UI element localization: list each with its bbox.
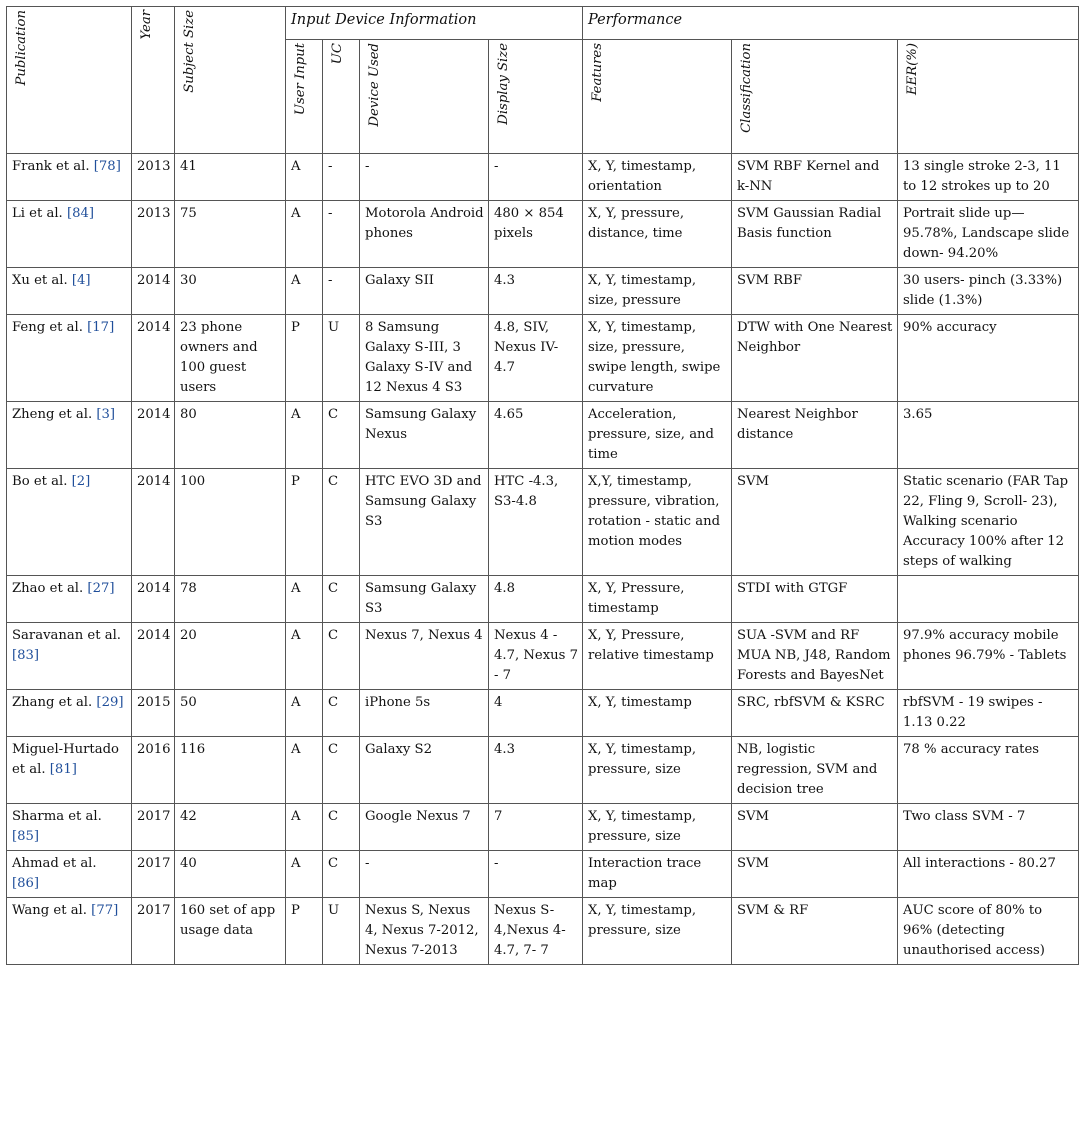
cell-display: 4.3 (489, 268, 583, 315)
cell-classification: SVM & RF (732, 898, 898, 965)
table-row (7, 315, 1079, 402)
header-subject-size: Subject Size (175, 7, 286, 154)
cell-uc: U (323, 898, 360, 965)
publication-author: Miguel-Hurtado et al. (12, 742, 119, 777)
publication-author: Wang et al. (12, 903, 87, 918)
header-input-device-information: Input Device Information (286, 7, 583, 40)
cell-user-input: A (286, 154, 323, 201)
cell-display: - (489, 851, 583, 898)
cell-display: 4.8, SIV, Nexus IV- 4.7 (489, 315, 583, 402)
citation-link[interactable]: [84] (66, 206, 95, 221)
publication-author: Feng et al. (12, 320, 83, 335)
cell-uc: U (323, 315, 360, 402)
cell-user-input: A (286, 576, 323, 623)
cell-uc: C (323, 690, 360, 737)
cell-classification: SVM RBF Kernel and k-NN (732, 154, 898, 201)
table-row (7, 898, 1079, 965)
publication-author: Ahmad et al. (12, 856, 97, 871)
cell-subject: 23 phone owners and 100 guest users (175, 315, 286, 402)
cell-eer: Static scenario (FAR Tap 22, Fling 9, Scroll- 23), Walking scenario Accuracy 100% after 12 steps of walking (898, 469, 1079, 576)
cell-publication (7, 154, 132, 201)
citation-link[interactable]: [27] (87, 581, 115, 596)
cell-user-input: A (286, 737, 323, 804)
cell-year: 2013 (132, 201, 175, 268)
publication-author: Saravanan et al. (12, 628, 121, 643)
cell-subject: 160 set of app usage data (175, 898, 286, 965)
cell-user-input: A (286, 690, 323, 737)
cell-eer: AUC score of 80% to 96% (detecting unauthorised access) (898, 898, 1079, 965)
cell-uc: C (323, 623, 360, 690)
cell-eer: 78 % accuracy rates (898, 737, 1079, 804)
cell-device: Nexus S, Nexus 4, Nexus 7-2012, Nexus 7-2013 (360, 898, 489, 965)
cell-year: 2014 (132, 576, 175, 623)
cell-year: 2015 (132, 690, 175, 737)
cell-uc: - (323, 154, 360, 201)
cell-subject: 20 (175, 623, 286, 690)
cell-user-input: P (286, 469, 323, 576)
cell-device: Galaxy S2 (360, 737, 489, 804)
cell-device: Galaxy SII (360, 268, 489, 315)
cell-user-input: A (286, 201, 323, 268)
citation-link[interactable]: [81] (49, 762, 77, 777)
cell-eer: 97.9% accuracy mobile phones 96.79% - Tablets (898, 623, 1079, 690)
cell-publication (7, 402, 132, 469)
cell-subject: 80 (175, 402, 286, 469)
cell-publication (7, 804, 132, 851)
cell-classification: SRC, rbfSVM & KSRC (732, 690, 898, 737)
citation-link[interactable]: [77] (91, 903, 119, 918)
table-row (7, 576, 1079, 623)
cell-display: 7 (489, 804, 583, 851)
cell-classification: SVM Gaussian Radial Basis function (732, 201, 898, 268)
cell-year: 2014 (132, 402, 175, 469)
cell-display: 480 × 854 pixels (489, 201, 583, 268)
header-user-input: User Input (286, 40, 323, 154)
cell-eer: 30 users- pinch (3.33%) slide (1.3%) (898, 268, 1079, 315)
header-performance: Performance (583, 7, 1079, 40)
cell-publication (7, 690, 132, 737)
cell-year: 2017 (132, 851, 175, 898)
citation-link[interactable]: [3] (96, 407, 116, 422)
cell-eer: rbfSVM - 19 swipes - 1.13 0.22 (898, 690, 1079, 737)
cell-features: X, Y, timestamp, size, pressure (583, 268, 732, 315)
cell-subject: 40 (175, 851, 286, 898)
cell-uc: C (323, 851, 360, 898)
cell-device: 8 Samsung Galaxy S-III, 3 Galaxy S-IV and 12 Nexus 4 S3 (360, 315, 489, 402)
cell-publication (7, 268, 132, 315)
cell-eer: Two class SVM - 7 (898, 804, 1079, 851)
cell-user-input: A (286, 402, 323, 469)
cell-display: 4.3 (489, 737, 583, 804)
cell-classification: SVM RBF (732, 268, 898, 315)
table-row (7, 154, 1079, 201)
cell-user-input: P (286, 315, 323, 402)
cell-eer: Portrait slide up—95.78%, Landscape slide down- 94.20% (898, 201, 1079, 268)
cell-year: 2017 (132, 804, 175, 851)
table-row (7, 737, 1079, 804)
cell-device: - (360, 154, 489, 201)
cell-classification: SVM (732, 851, 898, 898)
cell-features: Interaction trace map (583, 851, 732, 898)
cell-year: 2014 (132, 268, 175, 315)
cell-features: X, Y, timestamp, pressure, size (583, 898, 732, 965)
cell-publication (7, 851, 132, 898)
cell-user-input: A (286, 623, 323, 690)
cell-features: X,Y, timestamp, pressure, vibration, rotation - static and motion modes (583, 469, 732, 576)
cell-subject: 116 (175, 737, 286, 804)
cell-features: X, Y, timestamp, pressure, size (583, 804, 732, 851)
cell-device: Samsung Galaxy Nexus (360, 402, 489, 469)
citation-link[interactable]: [78] (93, 159, 121, 174)
cell-classification: SVM (732, 804, 898, 851)
citation-link[interactable]: [17] (87, 320, 115, 335)
table-row (7, 804, 1079, 851)
citation-link[interactable]: [4] (71, 273, 91, 288)
header-features: Features (583, 40, 732, 154)
cell-uc: C (323, 469, 360, 576)
cell-subject: 78 (175, 576, 286, 623)
cell-uc: C (323, 804, 360, 851)
cell-eer: 13 single stroke 2-3, 11 to 12 strokes up to 20 (898, 154, 1079, 201)
cell-publication (7, 737, 132, 804)
citation-link[interactable]: [2] (71, 474, 91, 489)
header-uc: UC (323, 40, 360, 154)
cell-device: HTC EVO 3D and Samsung Galaxy S3 (360, 469, 489, 576)
publication-author: Frank et al. (12, 159, 90, 174)
cell-uc: - (323, 268, 360, 315)
citation-link[interactable]: [83] (12, 648, 40, 663)
cell-user-input: A (286, 804, 323, 851)
cell-display: Nexus S-4,Nexus 4-4.7, 7- 7 (489, 898, 583, 965)
table-row (7, 469, 1079, 576)
cell-year: 2016 (132, 737, 175, 804)
header-device-used: Device Used (360, 40, 489, 154)
cell-subject: 30 (175, 268, 286, 315)
citation-link[interactable]: [86] (12, 876, 40, 891)
cell-features: X, Y, pressure, distance, time (583, 201, 732, 268)
comparison-table (6, 6, 1079, 965)
cell-year: 2013 (132, 154, 175, 201)
cell-user-input: P (286, 898, 323, 965)
publication-author: Zheng et al. (12, 407, 93, 422)
cell-publication (7, 315, 132, 402)
publication-author: Zhang et al. (12, 695, 93, 710)
cell-publication (7, 623, 132, 690)
cell-display: HTC -4.3, S3-4.8 (489, 469, 583, 576)
cell-subject: 100 (175, 469, 286, 576)
cell-features: X, Y, timestamp, orientation (583, 154, 732, 201)
cell-features: X, Y, timestamp, size, pressure, swipe length, swipe curvature (583, 315, 732, 402)
cell-eer (898, 576, 1079, 623)
cell-display: - (489, 154, 583, 201)
cell-display: Nexus 4 - 4.7, Nexus 7 - 7 (489, 623, 583, 690)
header-publication: Publication (7, 7, 132, 154)
citation-link[interactable]: [85] (12, 829, 40, 844)
cell-device: Google Nexus 7 (360, 804, 489, 851)
cell-classification: Nearest Neighbor distance (732, 402, 898, 469)
cell-display: 4 (489, 690, 583, 737)
cell-device: iPhone 5s (360, 690, 489, 737)
cell-display: 4.65 (489, 402, 583, 469)
cell-user-input: A (286, 268, 323, 315)
cell-user-input: A (286, 851, 323, 898)
cell-year: 2014 (132, 315, 175, 402)
header-eer: EER(%) (898, 40, 1079, 154)
table-row (7, 851, 1079, 898)
cell-year: 2014 (132, 469, 175, 576)
publication-author: Xu et al. (12, 273, 68, 288)
cell-device: Nexus 7, Nexus 4 (360, 623, 489, 690)
cell-subject: 50 (175, 690, 286, 737)
cell-publication (7, 201, 132, 268)
cell-eer: All interactions - 80.27 (898, 851, 1079, 898)
publication-author: Li et al. (12, 206, 63, 221)
cell-features: X, Y, timestamp, pressure, size (583, 737, 732, 804)
cell-publication (7, 576, 132, 623)
cell-uc: - (323, 201, 360, 268)
cell-classification: NB, logistic regression, SVM and decision tree (732, 737, 898, 804)
cell-classification: SUA -SVM and RF MUA NB, J48, Random Forests and BayesNet (732, 623, 898, 690)
cell-classification: STDI with GTGF (732, 576, 898, 623)
cell-subject: 42 (175, 804, 286, 851)
table-row (7, 402, 1079, 469)
cell-uc: C (323, 576, 360, 623)
cell-classification: DTW with One Nearest Neighbor (732, 315, 898, 402)
cell-year: 2014 (132, 623, 175, 690)
header-display-size: Display Size (489, 40, 583, 154)
table-row (7, 623, 1079, 690)
table-row (7, 268, 1079, 315)
cell-subject: 75 (175, 201, 286, 268)
cell-display: 4.8 (489, 576, 583, 623)
cell-eer: 90% accuracy (898, 315, 1079, 402)
cell-publication (7, 898, 132, 965)
cell-features: X, Y, timestamp (583, 690, 732, 737)
cell-classification: SVM (732, 469, 898, 576)
cell-publication (7, 469, 132, 576)
citation-link[interactable]: [29] (96, 695, 124, 710)
cell-features: X, Y, Pressure, timestamp (583, 576, 732, 623)
cell-features: X, Y, Pressure, relative timestamp (583, 623, 732, 690)
table-row (7, 690, 1079, 737)
cell-year: 2017 (132, 898, 175, 965)
cell-features: Acceleration, pressure, size, and time (583, 402, 732, 469)
cell-uc: C (323, 402, 360, 469)
table-row (7, 201, 1079, 268)
header-year: Year (132, 7, 175, 154)
cell-device: Samsung Galaxy S3 (360, 576, 489, 623)
header-classification: Classification (732, 40, 898, 154)
publication-author: Zhao et al. (12, 581, 84, 596)
cell-device: Motorola Android phones (360, 201, 489, 268)
cell-device: - (360, 851, 489, 898)
cell-uc: C (323, 737, 360, 804)
publication-author: Bo et al. (12, 474, 68, 489)
cell-subject: 41 (175, 154, 286, 201)
publication-author: Sharma et al. (12, 809, 102, 824)
cell-eer: 3.65 (898, 402, 1079, 469)
